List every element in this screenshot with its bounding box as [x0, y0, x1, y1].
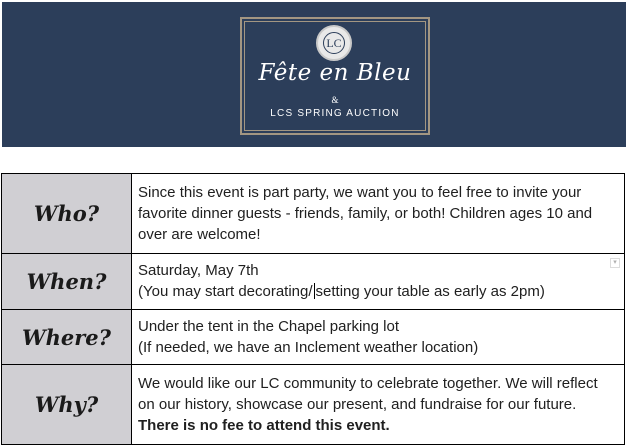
row-content-why[interactable] — [132, 365, 625, 445]
when-note-part1: (You may start decorating/ — [138, 283, 313, 300]
text-cursor — [314, 283, 315, 299]
table-row-where — [2, 310, 625, 365]
when-note-part2: setting your table as early as 2pm) — [315, 283, 545, 300]
table-row-why — [2, 365, 625, 445]
why-text: We would like our LC community to celebrate together. We will reflect on our history, showcase our present, and fundraise for our future. — [138, 374, 598, 413]
why-bold-text: There is no fee to attend this event. — [138, 416, 390, 434]
row-label-where: Where? — [2, 310, 132, 365]
row-content-when[interactable] — [132, 254, 625, 310]
title-ampersand: & — [331, 95, 339, 105]
event-title: Fête en Bleu — [258, 60, 412, 86]
row-content-who[interactable]: Since this event is part party, we want you to feel free to invite your favorite dinner guests - friends, family, or both! Children ages 10 and over are welcome! — [132, 174, 625, 254]
when-date: Saturday, May 7th — [138, 262, 259, 279]
school-seal-logo — [316, 25, 352, 61]
row-label-why: Why? — [2, 365, 132, 445]
row-content-where[interactable] — [132, 310, 625, 365]
cell-options-chevron-icon[interactable]: ▾ — [610, 258, 620, 268]
event-info-table — [1, 173, 625, 445]
table-row-when — [2, 254, 625, 310]
event-subtitle: LCS SPRING AUCTION — [270, 108, 400, 119]
row-label-who: Who? — [2, 174, 132, 254]
where-location: Under the tent in the Chapel parking lot — [138, 317, 399, 335]
seal-monogram: LC — [323, 32, 345, 54]
row-label-when: When? — [2, 254, 132, 310]
table-row-who — [2, 174, 625, 254]
where-note: (If needed, we have an Inclement weather location) — [138, 338, 479, 356]
